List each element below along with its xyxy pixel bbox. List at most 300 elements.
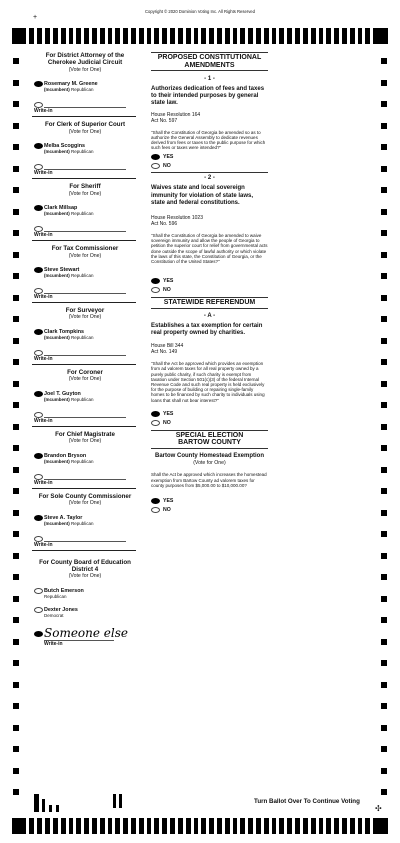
contest [34, 431, 136, 489]
side-timing-mark [13, 467, 19, 473]
yes-label: YES [163, 154, 174, 161]
vote-for-label: (Vote for One) [68, 376, 102, 383]
candidate-party: Republican [44, 593, 67, 599]
timing-mark [53, 28, 58, 44]
candidate-name: Clark Tompkins [44, 328, 85, 335]
oval-bubble[interactable] [151, 420, 160, 426]
no-label: NO [163, 419, 171, 426]
candidate-option[interactable] [34, 453, 136, 464]
timing-mark [69, 818, 74, 834]
yes-option[interactable] [151, 411, 268, 420]
candidate-party [44, 521, 136, 526]
timing-mark [248, 818, 253, 834]
write-in-line[interactable] [44, 470, 126, 480]
turn-ballot-instruction: Turn Ballot Over To Continue Voting [254, 798, 360, 805]
side-timing-mark [13, 660, 19, 666]
amendment-2 [151, 172, 268, 296]
write-in-line[interactable] [44, 160, 126, 170]
incumbent-label: (Incumbent) [44, 520, 70, 526]
item-title: Bartow County Homestead Exemption [154, 452, 264, 459]
oval-bubble[interactable] [151, 154, 160, 160]
timing-mark [69, 28, 74, 44]
incumbent-label: (Incumbent) [44, 87, 70, 93]
candidate-name: Steve A. Taylor [44, 514, 83, 521]
side-timing-mark [381, 338, 387, 344]
timing-mark [279, 818, 284, 834]
item-number: - 2 - [204, 175, 215, 182]
timing-mark [233, 28, 238, 44]
side-timing-mark [13, 359, 19, 365]
side-timing-mark [13, 338, 19, 344]
timing-mark [154, 818, 159, 834]
timing-mark [201, 818, 206, 834]
contest [34, 121, 136, 179]
candidate-option[interactable] [34, 143, 136, 154]
side-timing-mark [381, 660, 387, 666]
party-label: Republican [71, 396, 94, 402]
side-timing-mark [13, 596, 19, 602]
candidate-party [44, 273, 136, 278]
left-column [34, 52, 136, 647]
registration-mark: + [33, 14, 38, 21]
side-timing-mark [13, 123, 19, 129]
side-timing-mark [13, 703, 19, 709]
no-option[interactable] [151, 287, 268, 296]
side-timing-mark [13, 789, 19, 795]
timing-mark [217, 818, 222, 834]
side-timing-mark [381, 166, 387, 172]
vote-for-label: (Vote for One) [68, 252, 102, 259]
amendment-1 [151, 76, 268, 172]
office-title: For Sole County Commissioner [38, 492, 132, 500]
timing-mark [264, 818, 269, 834]
party-label: Republican [71, 334, 94, 340]
candidate-option[interactable] [34, 81, 136, 92]
party-label: Republican [71, 87, 94, 93]
office-title: For Chief Magistrate [55, 430, 115, 438]
write-in-label: Write-in [34, 294, 53, 301]
office-title: For Surveyor [65, 307, 105, 315]
timing-mark [350, 28, 355, 44]
timing-mark [311, 818, 316, 834]
referendum-a [151, 313, 268, 429]
side-timing-mark [381, 316, 387, 322]
candidate-name: Rosemary M. Greene [44, 81, 98, 88]
candidate-party [44, 149, 136, 154]
act-ref: Act No. 596 [151, 221, 178, 228]
party-label: Republican [71, 520, 94, 526]
contest [34, 183, 136, 241]
timing-mark [287, 28, 292, 44]
contest [34, 369, 136, 427]
incumbent-label: (Incumbent) [44, 211, 70, 217]
vote-for-label: (Vote for One) [68, 66, 102, 73]
timing-mark [365, 818, 370, 834]
yes-label: YES [163, 410, 174, 417]
side-timing-mark [381, 295, 387, 301]
top-timing-marks [12, 28, 388, 44]
side-timing-mark [13, 273, 19, 279]
side-timing-mark [381, 230, 387, 236]
timing-mark [303, 28, 308, 44]
timing-mark [170, 28, 175, 44]
yes-option[interactable] [151, 154, 268, 163]
timing-mark [334, 818, 339, 834]
side-timing-mark [13, 682, 19, 688]
timing-mark [139, 28, 144, 44]
write-in-line[interactable] [44, 408, 126, 418]
side-timing-mark [13, 209, 19, 215]
timing-mark [154, 28, 159, 44]
write-in-label: Write-in [34, 355, 53, 362]
oval-bubble[interactable] [34, 453, 43, 459]
timing-mark [84, 818, 89, 834]
timing-mark [45, 818, 50, 834]
timing-mark [53, 818, 58, 834]
side-timing-mark [381, 144, 387, 150]
oval-bubble[interactable] [34, 631, 43, 637]
oval-bubble[interactable] [151, 498, 160, 504]
office-title: For Coroner [67, 368, 103, 376]
no-label: NO [163, 163, 171, 170]
no-option[interactable] [151, 507, 268, 516]
oval-bubble[interactable] [34, 515, 43, 521]
oval-bubble[interactable] [34, 474, 43, 480]
no-option[interactable] [151, 420, 268, 429]
bill-ref: House Bill 344 [151, 343, 184, 350]
timing-mark [84, 28, 89, 44]
oval-bubble[interactable] [34, 288, 43, 294]
right-column [151, 52, 268, 516]
write-in-label: Write-in [34, 541, 53, 548]
oval-bubble[interactable] [34, 391, 43, 397]
side-timing-mark [381, 553, 387, 559]
side-timing-mark [381, 488, 387, 494]
timing-mark [201, 28, 206, 44]
timing-mark [342, 818, 347, 834]
side-timing-mark [13, 230, 19, 236]
bottom-timing-marks [12, 818, 388, 834]
timing-mark [100, 28, 105, 44]
act-ref: Act No. 149 [151, 349, 178, 356]
section-header: PROPOSED CONSTITUTIONAL AMENDMENTS [157, 54, 262, 69]
question-text: Shall the Act be approved which increases the homestead exemption from Bartow County ad valorem taxes for county purposes from $5,000.00 to $10,000.00? [151, 472, 267, 488]
timing-mark [45, 28, 50, 44]
item-title: Waives state and local sovereign immunity for violation of state laws, state and federal constitutions. [151, 185, 254, 206]
side-timing-mark [381, 725, 387, 731]
oval-bubble[interactable] [34, 588, 43, 594]
candidate-party [44, 335, 136, 340]
side-timing-mark [13, 725, 19, 731]
office-title: For Clerk of Superior Court [44, 121, 126, 129]
candidate-name: Melba Scoggins [44, 143, 86, 150]
timing-mark [256, 818, 261, 834]
candidate-option[interactable] [34, 205, 136, 216]
candidate-party [44, 459, 136, 464]
write-in-line[interactable] [44, 532, 126, 542]
timing-mark [217, 28, 222, 44]
party-label: Republican [71, 149, 94, 155]
write-in-label: Write-in [34, 479, 53, 486]
timing-mark [131, 28, 136, 44]
timing-mark [37, 28, 42, 44]
timing-mark [186, 28, 191, 44]
write-in-label: Write-in [34, 108, 53, 115]
write-in-option[interactable] [34, 160, 136, 176]
oval-bubble[interactable] [34, 350, 43, 356]
oval-bubble[interactable] [151, 507, 160, 513]
timing-mark [303, 818, 308, 834]
act-ref: Act No. 597 [151, 117, 178, 124]
side-timing-mark [13, 639, 19, 645]
side-timing-mark [381, 402, 387, 408]
timing-mark [342, 28, 347, 44]
side-timing-mark [381, 639, 387, 645]
write-in-option[interactable] [34, 626, 136, 647]
special-question [151, 453, 268, 516]
timing-mark [170, 818, 175, 834]
write-in-line[interactable] [44, 98, 126, 108]
write-in-line[interactable] [44, 222, 126, 232]
side-timing-mark [381, 682, 387, 688]
side-timing-mark [13, 746, 19, 752]
yes-option[interactable] [151, 278, 268, 287]
side-timing-mark [13, 101, 19, 107]
side-timing-mark [381, 101, 387, 107]
handwritten-write-in: Someone else [44, 625, 128, 640]
side-timing-mark [13, 488, 19, 494]
timing-mark [92, 28, 97, 44]
timing-mark [123, 818, 128, 834]
timing-mark [319, 818, 324, 834]
oval-bubble[interactable] [34, 412, 43, 418]
timing-mark [209, 28, 214, 44]
item-title: Authorizes dedication of fees and taxes to their intended purposes by general state law. [151, 86, 265, 107]
side-timing-mark [381, 703, 387, 709]
side-timing-mark [381, 252, 387, 258]
timing-mark [295, 818, 300, 834]
write-in-label: Write-in [34, 417, 53, 424]
no-option[interactable] [151, 163, 268, 172]
timing-mark [131, 818, 136, 834]
timing-mark [358, 818, 363, 834]
oval-bubble[interactable] [151, 278, 160, 284]
write-in-line[interactable] [44, 284, 126, 294]
copyright-notice: Copyright © 2020 Dominion Voting Inc. All Rights Reserved [145, 9, 255, 14]
contest [34, 52, 136, 117]
item-title: Establishes a tax exemption for certain real property owned by charities. [151, 322, 263, 336]
timing-mark [326, 818, 331, 834]
candidate-option[interactable] [34, 329, 136, 340]
timing-mark [287, 818, 292, 834]
contest [34, 245, 136, 303]
party-label: Republican [71, 458, 94, 464]
side-timing-mark [381, 746, 387, 752]
timing-mark [186, 818, 191, 834]
candidate-name: Dexter Jones [44, 606, 78, 613]
timing-mark [12, 28, 26, 44]
no-label: NO [163, 507, 171, 514]
oval-bubble[interactable] [34, 607, 43, 613]
side-timing-mark [13, 531, 19, 537]
side-timing-mark [381, 768, 387, 774]
timing-mark [178, 28, 183, 44]
write-in-option[interactable] [34, 408, 136, 424]
item-number: - 1 - [204, 76, 215, 82]
side-timing-mark [381, 445, 387, 451]
timing-mark [147, 28, 152, 44]
resolution-ref: House Resolution 1023 [151, 215, 203, 222]
side-timing-mark [381, 58, 387, 64]
timing-mark [225, 28, 230, 44]
yes-option[interactable] [151, 498, 268, 507]
side-timing-mark [381, 381, 387, 387]
timing-mark [358, 28, 363, 44]
candidate-option[interactable] [34, 607, 136, 618]
side-timing-mark [13, 187, 19, 193]
candidate-name: Butch Emerson [44, 587, 84, 594]
vote-for-label: (Vote for One) [68, 500, 102, 507]
side-timing-mark [13, 768, 19, 774]
timing-mark [272, 28, 277, 44]
vote-for-label: (Vote for One) [193, 459, 226, 466]
oval-bubble[interactable] [151, 411, 160, 417]
resolution-ref: House Resolution 164 [151, 111, 201, 118]
oval-bubble[interactable] [151, 163, 160, 169]
side-timing-mark [13, 553, 19, 559]
contest-board-of-education [34, 559, 136, 647]
timing-mark [115, 818, 120, 834]
write-in-line[interactable] [44, 346, 126, 356]
side-timing-mark [381, 187, 387, 193]
incumbent-label: (Incumbent) [44, 458, 70, 464]
timing-mark [12, 818, 26, 834]
oval-bubble[interactable] [34, 329, 43, 335]
timing-mark [147, 818, 152, 834]
timing-mark [178, 818, 183, 834]
side-timing-mark [381, 80, 387, 86]
vote-for-label: (Vote for One) [68, 190, 102, 197]
oval-bubble[interactable] [34, 536, 43, 542]
side-timing-mark [381, 424, 387, 430]
candidate-name: Joel T. Guyton [44, 390, 81, 397]
side-timing-mark [13, 166, 19, 172]
timing-mark [319, 28, 324, 44]
timing-mark [350, 818, 355, 834]
timing-mark [240, 28, 245, 44]
timing-mark [100, 818, 105, 834]
timing-mark [233, 818, 238, 834]
yes-label: YES [163, 278, 174, 285]
item-number: - A - [203, 312, 216, 319]
timing-mark [256, 28, 261, 44]
side-timing-mark [13, 295, 19, 301]
side-timing-mark [381, 596, 387, 602]
candidate-option[interactable] [34, 391, 136, 402]
candidate-name: Clark Millsap [44, 205, 78, 212]
timing-mark [194, 818, 199, 834]
candidate-name: Brandon Bryson [44, 452, 87, 459]
incumbent-label: (Incumbent) [44, 334, 70, 340]
timing-mark [225, 818, 230, 834]
side-timing-mark [13, 252, 19, 258]
candidate-option[interactable] [34, 267, 136, 278]
party-label: Republican [71, 211, 94, 217]
timing-mark [194, 28, 199, 44]
question-text: "Shall the Constitution of Georgia be amended to waive sovereign immunity and allow the people of Georgia to petition the superior court for relief from governmental acts done outside the scope of lawful authority or which violate the laws of this state, the Constitution of Georgia, or the Constitution of the United States?" [151, 233, 268, 265]
incumbent-label: (Incumbent) [44, 149, 70, 155]
vote-for-label: (Vote for One) [68, 128, 102, 135]
side-timing-mark [13, 402, 19, 408]
side-timing-mark [381, 789, 387, 795]
side-timing-mark [13, 58, 19, 64]
question-text: "Shall the Constitution of Georgia be amended so as to authorize the General Assembly to dedicate revenues derived from fees or taxes to the public purpose for which such fees or taxes were intended?" [151, 129, 266, 151]
contest [34, 307, 136, 365]
oval-bubble[interactable] [151, 287, 160, 293]
timing-mark [209, 818, 214, 834]
office-title: For Tax Commissioner [51, 245, 119, 253]
timing-mark [373, 28, 387, 44]
timing-mark [373, 818, 387, 834]
write-in-option[interactable] [34, 470, 136, 486]
write-in-option[interactable] [34, 222, 136, 238]
timing-mark [92, 818, 97, 834]
question-text: "Shall the Act be approved which provides an exemption from ad valorem taxes for all real property owned by a purely public charity, if such charity is exempt from taxation under Section 501(c)(3) of the federal Internal Revenue Code and such real property is held exclusively for the purpose of building or repairing single-family homes to be financed by such charity to individuals using loans that shall not bear interest?" [151, 361, 265, 403]
timing-mark [248, 28, 253, 44]
office-title: For District Attorney of the Cherokee Judicial Circuit [45, 52, 125, 67]
registration-mark: ✣ [375, 804, 382, 813]
side-timing-mark [13, 424, 19, 430]
side-timing-mark [381, 574, 387, 580]
candidate-option[interactable] [34, 515, 136, 526]
oval-bubble[interactable] [34, 205, 43, 211]
side-timing-mark [381, 510, 387, 516]
timing-mark [162, 818, 167, 834]
timing-mark [311, 28, 316, 44]
oval-bubble[interactable] [34, 267, 43, 273]
section-header: STATEWIDE REFERENDUM [163, 299, 256, 307]
timing-mark [334, 28, 339, 44]
candidate-name: Steve Stewart [44, 267, 80, 274]
side-timing-mark [381, 273, 387, 279]
candidate-party [44, 211, 136, 216]
contest [34, 493, 136, 551]
candidate-option[interactable] [34, 588, 136, 599]
side-timing-mark [13, 381, 19, 387]
oval-bubble[interactable] [34, 81, 43, 87]
oval-bubble[interactable] [34, 143, 43, 149]
timing-mark [37, 818, 42, 834]
side-timing-mark [381, 467, 387, 473]
timing-mark [123, 28, 128, 44]
timing-mark [295, 28, 300, 44]
write-in-option[interactable] [34, 346, 136, 362]
write-in-option[interactable] [34, 98, 136, 114]
write-in-option[interactable] [34, 284, 136, 300]
side-timing-mark [381, 209, 387, 215]
write-in-label: Write-in [44, 640, 114, 647]
side-timing-mark [13, 80, 19, 86]
write-in-option[interactable] [34, 532, 136, 548]
timing-mark [365, 28, 370, 44]
vote-for-label: (Vote for One) [68, 573, 102, 580]
timing-mark [326, 28, 331, 44]
office-title: For County Board of Education District 4 [39, 558, 131, 574]
side-timing-mark [13, 510, 19, 516]
timing-mark [279, 28, 284, 44]
incumbent-label: (Incumbent) [44, 273, 70, 279]
incumbent-label: (Incumbent) [44, 396, 70, 402]
